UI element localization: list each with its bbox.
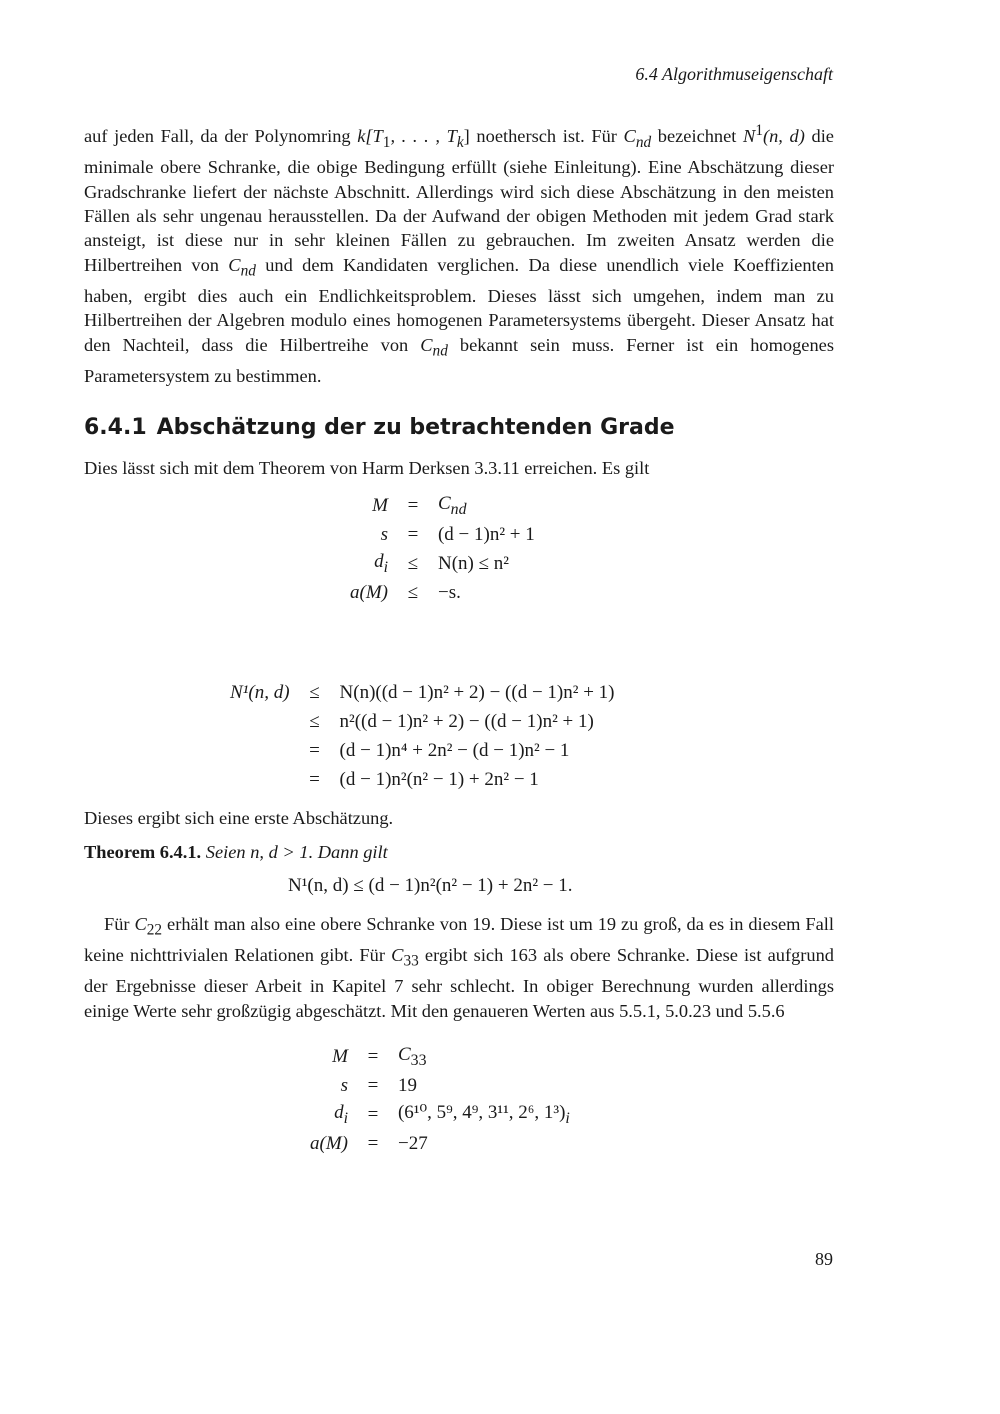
equation-block-2 xyxy=(230,678,615,794)
after-equation-text: Dieses ergibt sich eine erste Abschätzung. xyxy=(84,808,394,828)
equation-row: s = 19 xyxy=(340,1074,417,1096)
equation-row: ≤ n²((d − 1)n² + 2) − ((d − 1)n² + 1) xyxy=(309,710,594,732)
theorem-label: Theorem 6.4.1. xyxy=(84,842,202,862)
running-head: 6.4 Algorithmuseigenschaft xyxy=(635,64,833,84)
paragraph-1: auf jeden Fall, da der Polynomring $k[T_1$, . . . , $T_k$] noethersch ist. Für $C_{nd}$ bezeichnet $N^1(n$, d) die minimale obere Schranke, die obige Bedingung erfüllt (siehe Einleitung). Eine Abschätzung dieser Gradschranke liefert der nächste Abschnitt. Allerdings wird sich diese Abschätzung in den meisten Fällen als sehr ungenau herausstellen. Da der Aufwand der obigen Methoden mit jedem Grad stark ansteigt, ist diese nur in sehr kleinen Fällen zu gebrauchen. Im zweiten Ansatz werden die Hilbertreihen von $C_{nd}$ und dem Kandidaten verglichen. Da diese unendlich viele Koeffizienten haben, ergibt dies auch ein Endlichkeitsproblem. Dieses lässt sich umgehen, indem man zu Hilbertreihen der Algebren modulo eines homogenen Parametersystems übergeht. Dieser Ansatz hat den Nachteil, dass die Hilbertreihe von $C_{nd}$ bekannt sein muss. Ferner ist ein homogenes Parametersystem zu bestimmen. xyxy=(84,122,835,386)
equation-row: M = $C_{33}$ xyxy=(332,1043,427,1069)
section-title: Abschätzung der zu betrachtenden Grade xyxy=(156,415,675,440)
equation-row: M = $C_{nd}$ xyxy=(372,492,467,518)
theorem-formula: N¹(n, d) ≤ (d − 1)n²(n² − 1) + 2n² − 1. xyxy=(288,875,573,896)
intro-text: Dies lässt sich mit dem Theorem von Harm Derksen 3.3.11 erreichen. Es gilt xyxy=(84,458,650,478)
equation-row: $d_i$ ≤ N(n) ≤ n² xyxy=(374,550,509,576)
equation-row: a(M) = −27 xyxy=(310,1132,428,1154)
equation-block-3 xyxy=(310,1042,570,1158)
theorem xyxy=(84,840,834,864)
equation-row: $d_i$ = (6¹⁰, 5⁹, 4⁹, 3¹¹, 2⁶, $1^3)_i$ xyxy=(334,1101,570,1127)
equation-row: = (d − 1)n²(n² − 1) + 2n² − 1 xyxy=(309,768,539,790)
equation-row: a(M) ≤ −s. xyxy=(350,581,461,603)
equation-block-1 xyxy=(350,491,535,607)
equation-row: s = (d − 1)n² + 1 xyxy=(380,523,535,545)
section-heading xyxy=(84,415,675,440)
equation-row: = (d − 1)n⁴ + 2n² − (d − 1)n² − 1 xyxy=(309,739,570,761)
section-number: 6.4.1 xyxy=(84,415,147,440)
page-number: 89 xyxy=(815,1249,833,1269)
theorem-body: Seien n, d > 1. Dann gilt xyxy=(205,842,388,862)
equation-row: N¹(n, d) ≤ N(n)((d − 1)n² + 2) − ((d − 1)n² + 1) xyxy=(230,681,615,703)
paragraph-2: Für $C_{22}$ erhält man also eine obere Schranke von 19. Diese ist um 19 zu groß, da es in diesem Fall keine nichttrivialen Relationen gibt. Für $C_{33}$ ergibt sich 163 als obere Schranke. Diese ist aufgrund der Ergebnisse dieser Arbeit in Kapitel 7 sehr schlecht. In obiger Berechnung wurden allerdings einige Werte sehr großzügig abgeschätzt. Mit den genaueren Werten aus 5.5.1, 5.0.23 und 5.5.6 xyxy=(84,914,834,1021)
